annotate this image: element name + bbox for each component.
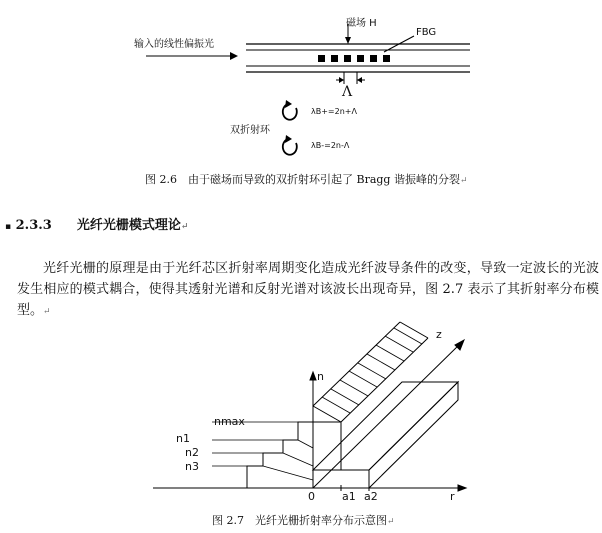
rotation-icon-plus bbox=[283, 100, 297, 120]
grating-marks bbox=[318, 55, 390, 62]
fbg-label: FBG bbox=[416, 27, 437, 38]
axis-n-label: n bbox=[317, 370, 324, 383]
fbg-diagram bbox=[0, 0, 602, 170]
rotation-icon-minus bbox=[283, 135, 297, 155]
section-title: 光纤光栅模式理论 bbox=[76, 218, 181, 233]
label-nmax: nmax bbox=[214, 415, 245, 428]
label-origin: 0 bbox=[308, 490, 315, 503]
figure-2-6-caption: 图 2.6 由于磁场而导致的双折射环引起了 Bragg 谐振峰的分裂↵ bbox=[145, 173, 468, 186]
input-light-label: 输入的线性偏振光 bbox=[134, 39, 214, 50]
label-a1: a1 bbox=[342, 490, 356, 503]
body-paragraph: 光纤光栅的原理是由于光纤芯区折射率周期变化造成光纤波导条件的改变，导致一定波长的光波发生相应的模式耦合，使得其透射光谱和反射光谱对该波长出现奇异，图 2.7 表示了其折射率分布模型。↵ bbox=[17, 261, 599, 318]
section-number: 2.3.3 bbox=[15, 218, 52, 233]
lambda-minus-formula: λB-=2n-Λ bbox=[311, 141, 350, 150]
label-n1: n1 bbox=[176, 432, 190, 445]
axis-r-label: r bbox=[450, 490, 455, 503]
label-n3: n3 bbox=[185, 460, 199, 473]
lambda-plus-formula: λB+=2n+Λ bbox=[311, 107, 357, 116]
magnetic-field-label: 磁场 H bbox=[346, 18, 377, 29]
birefringence-label: 双折射环 bbox=[230, 125, 270, 136]
grating-rungs bbox=[322, 328, 422, 413]
axis-z-label: z bbox=[436, 328, 442, 341]
figure-2-7-caption: 图 2.7 光纤光栅折射率分布示意图↵ bbox=[212, 514, 395, 527]
label-n2: n2 bbox=[185, 446, 199, 459]
period-symbol: Λ bbox=[342, 84, 353, 100]
section-heading: ▪ 2.3.3 光纤光栅模式理论↵ bbox=[5, 218, 189, 233]
index-profile-diagram bbox=[0, 320, 602, 515]
label-a2: a2 bbox=[364, 490, 378, 503]
